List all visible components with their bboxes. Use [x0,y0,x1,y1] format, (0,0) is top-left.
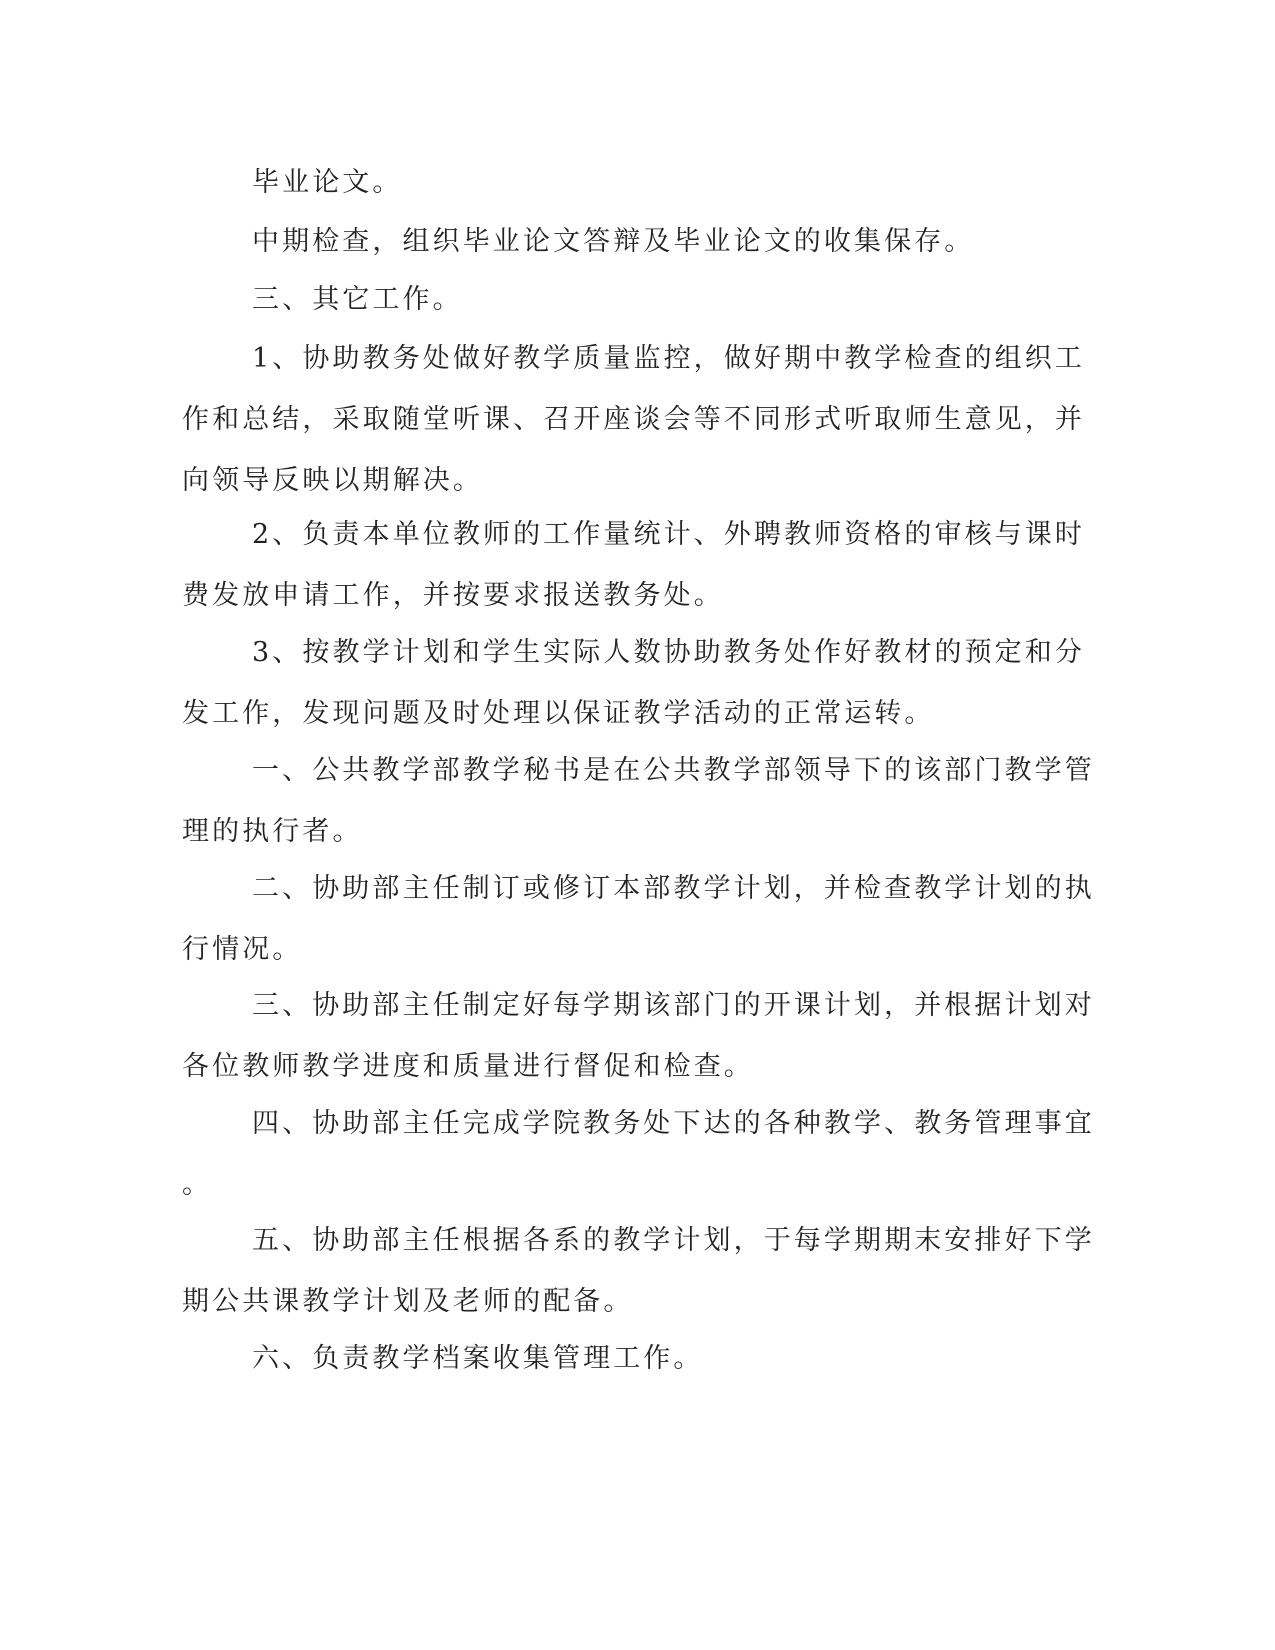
paragraph-line: 发工作，发现问题及时处理以保证教学活动的正常运转。 [182,698,935,729]
paragraph [252,211,974,272]
paragraph [182,1210,1095,1332]
paragraph-line: 一、公共教学部教学秘书是在公共教学部领导下的该部门教学管 [252,755,1095,786]
paragraph [182,328,1085,511]
paragraph-line: 三、其它工作。 [252,284,463,315]
paragraph [182,975,1095,1097]
paragraph-line: 3、按教学计划和学生实际人数协助教务处作好教材的预定和分 [252,637,1085,668]
paragraph [252,1328,704,1389]
paragraph-line: 五、协助部主任根据各系的教学计划，于每学期期末安排好下学 [252,1225,1095,1256]
paragraph [182,622,1085,744]
paragraph-line: 向领导反映以期解决。 [182,465,483,496]
paragraph [252,152,403,213]
paragraph-line: 期公共课教学计划及老师的配备。 [182,1286,634,1317]
paragraph-line: 六、负责教学档案收集管理工作。 [252,1343,704,1374]
paragraph [182,1093,1095,1215]
paragraph-line: 作和总结，采取随堂听课、召开座谈会等不同形式听取师生意见，并 [182,404,1085,435]
paragraph-line: 2、负责本单位教师的工作量统计、外聘教师资格的审核与课时 [252,519,1085,550]
paragraph-line: 1、协助教务处做好教学质量监控，做好期中教学检查的组织工 [252,343,1085,374]
paragraph-line: 行情况。 [182,934,303,965]
paragraph-line: 三、协助部主任制定好每学期该部门的开课计划，并根据计划对 [252,990,1095,1021]
paragraph-line: 各位教师教学进度和质量进行督促和检查。 [182,1051,754,1082]
paragraph-line: 费发放申请工作，并按要求报送教务处。 [182,580,724,611]
paragraph [182,858,1095,980]
paragraph [182,504,1085,626]
paragraph [182,740,1095,862]
paragraph [252,269,463,330]
paragraph-line: 中期检查，组织毕业论文答辩及毕业论文的收集保存。 [252,226,975,257]
paragraph-line: 理的执行者。 [182,816,363,847]
paragraph-line: 毕业论文。 [252,167,403,198]
paragraph-line: 四、协助部主任完成学院教务处下达的各种教学、教务管理事宜 [252,1108,1095,1139]
paragraph-line: 。 [182,1169,213,1200]
paragraph-line: 二、协助部主任制订或修订本部教学计划，并检查教学计划的执 [252,873,1095,904]
